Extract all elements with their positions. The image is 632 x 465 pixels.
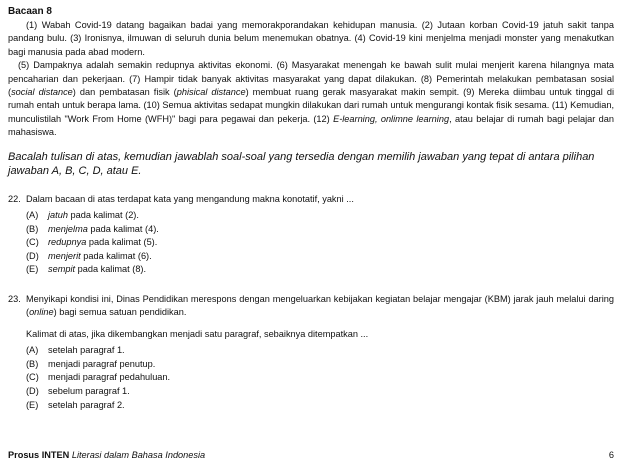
option-text: redupnya pada kalimat (5). — [48, 237, 158, 248]
option-letter: (E) — [26, 399, 39, 410]
instruction-text: Bacalah tulisan di atas, kemudian jawablah soal-soal yang tersedia dengan memilih jawaban yang tepat di antara pilihan jawaban A, B, C, D, atau E. — [8, 150, 595, 178]
option-text: sebelum paragraf 1. — [48, 386, 130, 397]
option-d[interactable] — [26, 250, 614, 264]
question-number: 23. — [8, 294, 21, 305]
term-social-distance: social distance — [11, 87, 73, 98]
reading-paragraph-2 — [8, 59, 614, 139]
option-text: menjelma pada kalimat (4). — [48, 223, 159, 234]
option-e[interactable] — [26, 263, 614, 277]
option-text: menjadi paragraf penutup. — [48, 358, 156, 369]
option-letter: (A) — [26, 210, 39, 221]
footer-brand: Prosus INTEN — [8, 450, 70, 460]
option-e[interactable] — [26, 399, 614, 413]
paragraph-2-text-d: , atau belajar di rumah bagi pelajar dan mahasiswa. — [8, 113, 614, 138]
paragraph-2-text-c: ) membuat ruang gerak masyarakat makin sempit. (9) Mereka diimbau untuk tinggal di rumah entah untuk berapa lama. (10) Semua aktivitas sedapat mungkin dilakukan dari rumah untuk mengurangi kontak fisik sesama. (11) Kemudian, munculistilah "Work From Home (WFH)" bagi para pegawai dan pekerja. (12) — [8, 87, 615, 124]
answer-options — [26, 209, 614, 277]
option-letter: (C) — [26, 372, 39, 383]
answer-options — [26, 344, 614, 412]
page-number: 6 — [608, 450, 614, 460]
option-text: setelah paragraf 1. — [48, 345, 125, 356]
question-text: Dalam bacaan di atas terdapat kata yang mengandung makna konotatif, yakni ... — [26, 193, 354, 204]
question-number: 22. — [8, 193, 21, 204]
option-text: menjadi paragraf pedahuluan. — [48, 372, 171, 383]
document-page — [8, 6, 614, 412]
option-c[interactable] — [26, 371, 614, 385]
option-letter: (D) — [26, 250, 39, 261]
option-text: sempit pada kalimat (8). — [48, 264, 147, 275]
question-22 — [8, 193, 614, 277]
footer-source — [8, 450, 205, 460]
paragraph-2-text-a: (5) Dampaknya adalah semakin redupnya aktivitas ekonomi. (6) Masyarakat menengah ke bawah sulit mulai menjerit karena hilangnya mata pencaharian dan pekerjaan. (7) Hampir tidak banyak aktivitas masyarakat yang dapat dilakukan. (8) Pemerintah melakukan pembatasan sosial ( — [8, 60, 614, 98]
option-letter: (A) — [26, 345, 39, 356]
page-footer — [8, 450, 614, 460]
term-physical-distance: phisical distance — [176, 87, 246, 98]
option-letter: (C) — [26, 237, 39, 248]
option-b[interactable] — [26, 358, 614, 372]
option-a[interactable] — [26, 209, 614, 223]
option-c[interactable] — [26, 236, 614, 250]
option-letter: (D) — [26, 386, 39, 397]
option-letter: (B) — [26, 358, 39, 369]
question-subtext: Kalimat di atas, jika dikembangkan menjadi satu paragraf, sebaiknya ditempatkan ... — [26, 328, 369, 339]
option-text: jatuh pada kalimat (2). — [48, 210, 139, 221]
reading-title: Bacaan 8 — [8, 6, 52, 17]
option-letter: (E) — [26, 264, 39, 275]
reading-paragraph-1: (1) Wabah Covid-19 datang bagaikan badai yang memorakporandakan kehidupan manusia. (2) Jutaan korban Covid-19 jatuh sakit tanpa pandang bulu. (3) Ironisnya, ilmuwan di seluruh dunia belum menemukan obatnya. (4) Covid-19 kini menjelma menjadi monster yang menakutkan bagi manusia pada abad modern. — [8, 20, 614, 57]
footer-subject: Literasi dalam Bahasa Indonesia — [71, 450, 206, 460]
paragraph-2-text-b: ) dan pembatasan fisik ( — [72, 87, 177, 98]
term-elearning: E-learning, onlimne learning — [333, 113, 450, 124]
option-d[interactable] — [26, 385, 614, 399]
option-text: setelah paragraf 2. — [48, 399, 125, 410]
option-text: menjerit pada kalimat (6). — [48, 250, 152, 261]
question-text: Menyikapi kondisi ini, Dinas Pendidikan merespons dengan mengeluarkan kebijakan kegiatan belajar mengajar (KBM) jarak jauh melalui daring (online) bagi semua satuan pendidikan. — [26, 294, 614, 318]
option-b[interactable] — [26, 223, 614, 237]
option-a[interactable] — [26, 344, 614, 358]
option-letter: (B) — [26, 223, 39, 234]
question-23 — [8, 293, 614, 412]
